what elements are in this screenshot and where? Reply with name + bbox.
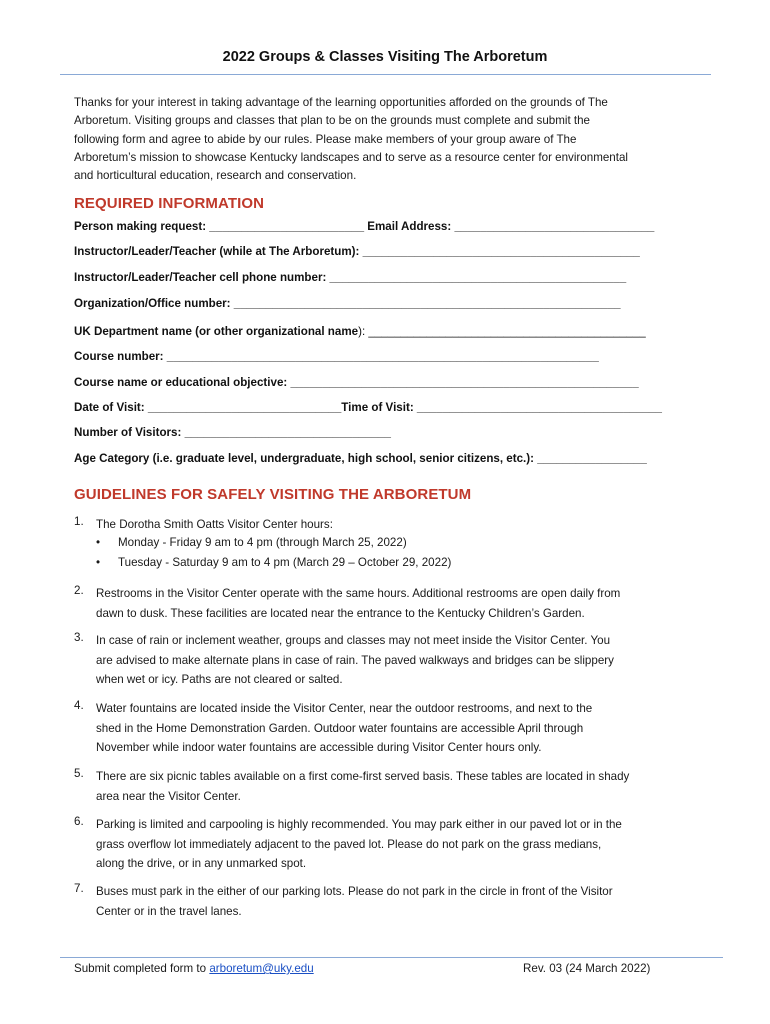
- guideline-line: along the drive, or in any unmarked spot.: [96, 857, 307, 871]
- footer-prefix: Submit completed form to: [74, 962, 210, 975]
- guideline-line: There are six picnic tables available on a first come-first served basis. These tables are located in shady: [96, 770, 630, 783]
- cell-phone-field[interactable]: Instructor/Leader/Teacher cell phone number: ______________________________________________: [74, 271, 627, 284]
- required-info-heading: REQUIRED INFORMATION: [74, 195, 265, 212]
- footer-submit-note: [74, 962, 314, 975]
- uk-department-label: UK Department name (or other organizational name: [74, 325, 359, 338]
- guideline-text: [96, 515, 696, 535]
- intro-line: and horticultural education, research and conservation.: [74, 169, 357, 183]
- guideline-line: shed in the Home Demonstration Garden. Outdoor water fountains are accessible April through: [96, 721, 584, 735]
- date-time-field[interactable]: Date of Visit: ______________________________Time of Visit: ______________________________________: [74, 401, 662, 414]
- guideline-line: Restrooms in the Visitor Center operate with the same hours. Additional restrooms are open daily from: [96, 587, 621, 600]
- bullet-text: Monday - Friday 9 am to 4 pm (through March 25, 2022): [118, 536, 407, 549]
- guideline-line: Parking is limited and carpooling is highly recommended. You may park either in our paved lot or in the: [96, 818, 622, 831]
- list-number: 7.: [74, 882, 84, 895]
- list-number: 2.: [74, 584, 84, 597]
- guideline-text: [96, 882, 696, 921]
- guideline-text: [96, 767, 696, 806]
- page-title: 2022 Groups & Classes Visiting The Arboretum: [222, 49, 548, 65]
- guideline-line: area near the Visitor Center.: [96, 789, 241, 803]
- footer-email-link[interactable]: arboretum@uky.edu: [209, 962, 314, 975]
- bullet-text: Tuesday - Saturday 9 am to 4 pm (March 29 – October 29, 2022): [118, 556, 452, 569]
- guideline-line: The Dorotha Smith Oatts Visitor Center hours:: [96, 518, 333, 531]
- guideline-text: [96, 699, 696, 758]
- footer-revision: Rev. 03 (24 March 2022): [523, 962, 651, 975]
- list-number: 3.: [74, 631, 84, 644]
- list-number: 6.: [74, 815, 84, 828]
- person-email-field[interactable]: Person making request: ________________________ Email Address: _______________________________: [74, 220, 655, 233]
- age-category-field[interactable]: Age Category (i.e. graduate level, undergraduate, high school, senior citizens, etc.): _________________: [74, 452, 647, 465]
- list-number: 4.: [74, 699, 84, 712]
- title-divider: [60, 74, 711, 75]
- uk-department-blank: ): ___________________________________________: [358, 325, 646, 338]
- guideline-text: [96, 584, 696, 623]
- guideline-line: grass overflow lot immediately adjacent to the paved lot. Please do not park on the grass medians,: [96, 837, 602, 851]
- course-name-field[interactable]: Course name or educational objective: ______________________________________________________: [74, 376, 639, 389]
- list-number: 5.: [74, 767, 84, 780]
- intro-line: Thanks for your interest in taking advantage of the learning opportunities afforded on the grounds of The: [74, 96, 608, 109]
- number-visitors-field[interactable]: Number of Visitors: ________________________________: [74, 426, 391, 439]
- guideline-line: November while indoor water fountains are accessible during Visitor Center hours only.: [96, 741, 542, 755]
- guideline-line: Center or in the travel lanes.: [96, 904, 242, 918]
- guideline-line: Water fountains are located inside the Visitor Center, near the outdoor restrooms, and next to the: [96, 702, 593, 715]
- footer-divider: [60, 957, 723, 958]
- guidelines-heading: GUIDELINES FOR SAFELY VISITING THE ARBORETUM: [74, 486, 472, 503]
- guideline-text: [96, 631, 696, 690]
- guideline-line: dawn to dusk. These facilities are located near the entrance to the Kentucky Children’s Garden.: [96, 606, 585, 620]
- guideline-line: are advised to make alternate plans in case of rain. The paved walkways and bridges can be slippery: [96, 653, 614, 667]
- list-number: 1.: [74, 515, 84, 528]
- guideline-line: In case of rain or inclement weather, groups and classes may not meet inside the Visitor Center. You: [96, 634, 611, 647]
- uk-department-field[interactable]: [74, 325, 684, 338]
- bullet-icon: •: [96, 556, 101, 569]
- instructor-field[interactable]: Instructor/Leader/Teacher (while at The Arboretum): ___________________________________________: [74, 245, 640, 258]
- bullet-icon: •: [96, 536, 101, 549]
- guideline-line: Buses must park in the either of our parking lots. Please do not park in the circle in front of the Visitor: [96, 885, 613, 898]
- guideline-line: when wet or icy. Paths are not cleared or salted.: [96, 673, 343, 687]
- guideline-text: [96, 815, 696, 874]
- course-number-field[interactable]: Course number: ___________________________________________________________________: [74, 350, 599, 363]
- organization-field[interactable]: Organization/Office number: ____________________________________________________________: [74, 297, 621, 310]
- intro-line: Arboretum’s mission to showcase Kentucky landscapes and to serve as a resource center for environmental: [74, 150, 628, 164]
- intro-paragraph: [74, 94, 684, 185]
- intro-line: Arboretum. Visiting groups and classes that plan to be on the grounds must complete and submit the: [74, 114, 591, 128]
- intro-line: following form and agree to abide by our rules. Please make members of your group aware of The: [74, 132, 577, 146]
